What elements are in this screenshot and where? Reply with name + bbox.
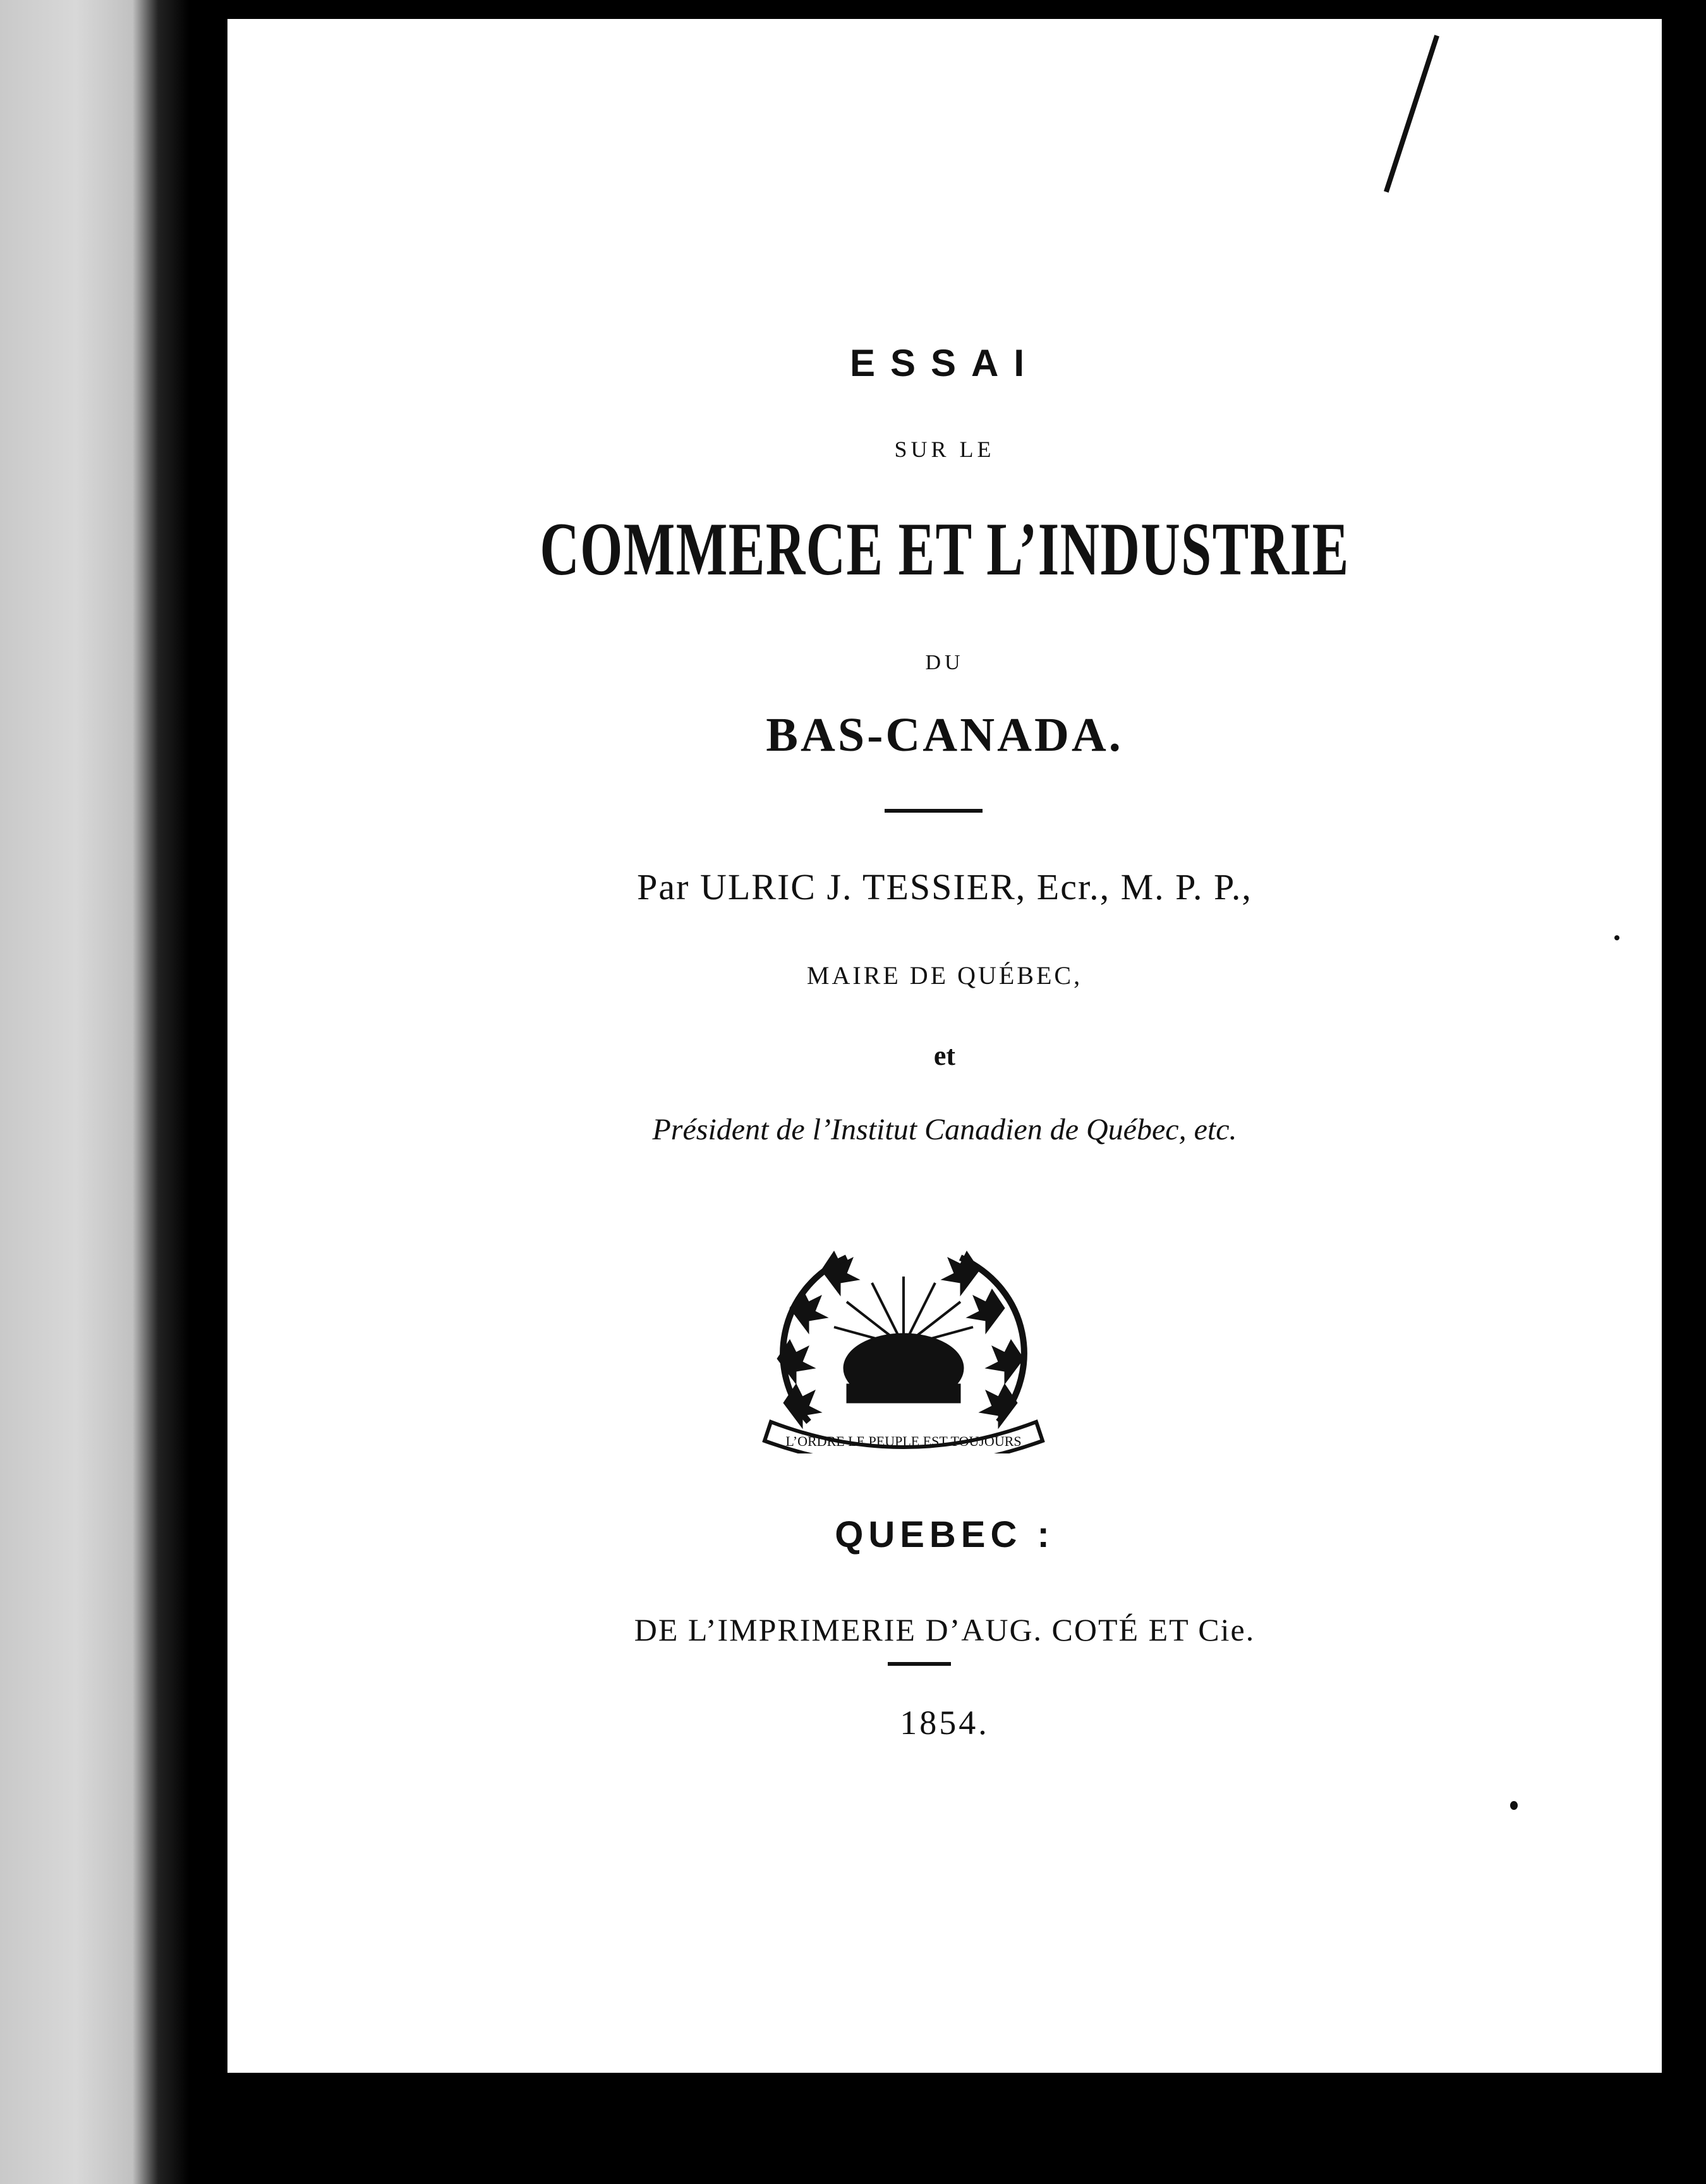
conjunction: et <box>933 1040 956 1071</box>
scan-mark <box>1384 35 1439 193</box>
scan-binding-edge <box>0 0 190 2184</box>
author-office: MAIRE DE QUÉBEC, <box>806 961 1083 990</box>
scan-speck <box>1510 1801 1518 1810</box>
author-presidency: Président de l’Institut Canadien de Québec, etc. <box>652 1113 1237 1146</box>
main-title: COMMERCE ET L’INDUSTRIE <box>540 507 1350 591</box>
heading-du: DU <box>925 651 964 674</box>
divider-rule <box>885 809 983 813</box>
divider-rule-2 <box>888 1662 951 1666</box>
scan-speck <box>1614 935 1619 940</box>
imprint-printer: DE L’IMPRIMERIE D’AUG. COTÉ ET Cie. <box>634 1612 1255 1647</box>
heading-essai: ESSAI <box>849 342 1040 384</box>
place-name: BAS-CANADA. <box>766 708 1123 761</box>
imprint-year: 1854. <box>900 1704 989 1742</box>
beaver-wreath-emblem-icon <box>752 1232 1055 1453</box>
heading-sur-le: SUR LE <box>894 437 995 462</box>
author-line: Par ULRIC J. TESSIER, Ecr., M. P. P., <box>637 866 1252 907</box>
emblem-motto: L’ORDRE LE PEUPLE EST TOUJOURS <box>785 1433 1022 1449</box>
imprint-city: QUEBEC : <box>835 1514 1055 1555</box>
title-page <box>227 19 1662 2073</box>
